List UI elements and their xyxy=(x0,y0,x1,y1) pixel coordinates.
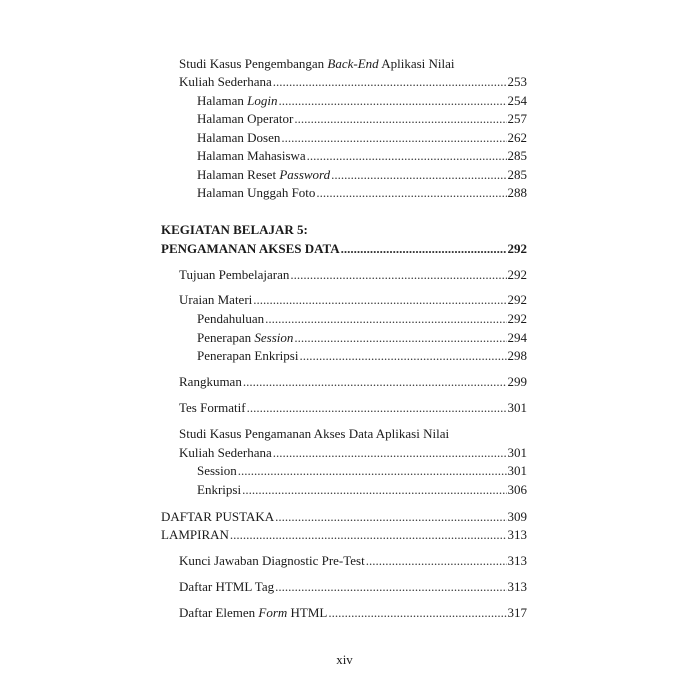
toc-entry-halaman-login[interactable] xyxy=(197,93,527,109)
toc-dot-leader xyxy=(341,241,507,257)
toc-entry-halaman-dosen[interactable] xyxy=(197,130,527,146)
toc-entry-halaman-reset-password[interactable] xyxy=(197,167,527,183)
toc-entry-label: Tes Formatif xyxy=(179,400,246,415)
toc-dot-leader xyxy=(290,267,506,283)
toc-entry-label: DAFTAR PUSTAKA xyxy=(161,509,275,524)
toc-entry-label: Penerapan Session xyxy=(197,330,294,345)
toc-entry-halaman-mahasiswa[interactable] xyxy=(197,148,527,164)
toc-entry-daftar-pustaka[interactable] xyxy=(161,509,527,525)
toc-entry-page: 288 xyxy=(507,185,527,200)
toc-dot-leader xyxy=(294,111,506,127)
toc-dot-leader xyxy=(294,330,506,346)
toc-entry-page: 292 xyxy=(507,292,527,307)
toc-entry-label: Halaman Login xyxy=(197,93,278,108)
toc-dot-leader xyxy=(328,605,506,621)
toc-entry-kegiatan-belajar-5[interactable] xyxy=(161,241,527,257)
toc-entry-label: Halaman Mahasiswa xyxy=(197,148,306,163)
toc-entry-rangkuman[interactable] xyxy=(179,374,527,390)
toc-entry-label: LAMPIRAN xyxy=(161,527,229,542)
toc-entry-daftar-html-tag[interactable] xyxy=(179,579,527,595)
toc-entry-page: 298 xyxy=(507,348,527,363)
toc-entry-page: 254 xyxy=(507,93,527,108)
toc-entry-label: Kunci Jawaban Diagnostic Pre-Test xyxy=(179,553,365,568)
toc-entry-page: 301 xyxy=(507,445,527,460)
toc-entry-page: 313 xyxy=(507,553,527,568)
toc-entry-label: Kuliah Sederhana xyxy=(179,445,272,460)
toc-dot-leader xyxy=(279,93,507,109)
toc-dot-leader xyxy=(281,130,506,146)
toc-entry-halaman-operator[interactable] xyxy=(197,111,527,127)
toc-entry-session[interactable] xyxy=(197,463,527,479)
toc-dot-leader xyxy=(316,185,506,201)
toc-entry-uraian-materi[interactable] xyxy=(179,292,527,308)
toc-text-italic: Back-End xyxy=(327,56,379,71)
toc-dot-leader xyxy=(238,463,507,479)
toc-entry-page: 253 xyxy=(507,74,527,89)
toc-entry-case-study-backend[interactable] xyxy=(179,74,527,90)
toc-entry-label: Uraian Materi xyxy=(179,292,253,307)
toc-entry-label: Tujuan Pembelajaran xyxy=(179,267,290,282)
toc-entry-page: 317 xyxy=(507,605,527,620)
toc-entry-page: 262 xyxy=(507,130,527,145)
toc-entry-page: 285 xyxy=(507,167,527,182)
toc-dot-leader xyxy=(230,527,507,543)
toc-entry-tes-formatif[interactable] xyxy=(179,400,527,416)
toc-entry-page: 301 xyxy=(507,400,527,415)
toc-entry-page: 301 xyxy=(507,463,527,478)
toc-entry-label: Daftar HTML Tag xyxy=(179,579,275,594)
toc-entry-label: Enkripsi xyxy=(197,482,242,497)
toc-dot-leader xyxy=(275,579,506,595)
toc-entry-penerapan-session[interactable] xyxy=(197,330,527,346)
toc-entry-page: 306 xyxy=(507,482,527,497)
toc-entry-case-study-security[interactable] xyxy=(179,445,527,461)
toc-entry-page: 292 xyxy=(507,311,527,326)
toc-entry-pendahuluan[interactable] xyxy=(197,311,527,327)
toc-entry-label: Session xyxy=(197,463,237,478)
toc-dot-leader xyxy=(265,311,506,327)
toc-entry-label: Halaman Reset Password xyxy=(197,167,331,182)
toc-entry-label: Kuliah Sederhana xyxy=(179,74,272,89)
toc-entry-page: 299 xyxy=(507,374,527,389)
toc-entry-page: 292 xyxy=(507,267,527,282)
toc-dot-leader xyxy=(247,400,507,416)
page-number: xiv xyxy=(336,652,353,667)
toc-entry-label: Halaman Dosen xyxy=(197,130,281,145)
toc-entry-page: 309 xyxy=(507,509,527,524)
toc-entry-label: Pendahuluan xyxy=(197,311,265,326)
toc-entry-page: 257 xyxy=(507,111,527,126)
toc-dot-leader xyxy=(242,482,506,498)
toc-text: Aplikasi Nilai xyxy=(378,56,455,71)
toc-entry-penerapan-enkripsi[interactable] xyxy=(197,348,527,364)
toc-entry-tujuan-pembelajaran[interactable] xyxy=(179,267,527,283)
toc-dot-leader xyxy=(275,509,506,525)
toc-dot-leader xyxy=(243,374,507,390)
toc-entry-page: 294 xyxy=(507,330,527,345)
toc-entry-label: Halaman Operator xyxy=(197,111,294,126)
toc-entry-page: 285 xyxy=(507,148,527,163)
toc-entry-label: Penerapan Enkripsi xyxy=(197,348,299,363)
toc-entry-daftar-elemen-form[interactable] xyxy=(179,605,527,621)
toc-chapter-heading: KEGIATAN BELAJAR 5: xyxy=(161,222,308,237)
toc-dot-leader xyxy=(366,553,507,569)
toc-entry-page: 292 xyxy=(507,241,527,256)
toc-case-study-security-title: Studi Kasus Pengamanan Akses Data Aplikasi Nilai xyxy=(179,426,450,441)
toc-dot-leader xyxy=(253,292,506,308)
toc-entry-label: Halaman Unggah Foto xyxy=(197,185,316,200)
toc-entry-label: Daftar Elemen Form HTML xyxy=(179,605,328,620)
toc-dot-leader xyxy=(273,445,507,461)
toc-dot-leader xyxy=(299,348,506,364)
toc-text: Studi Kasus Pengembangan xyxy=(179,56,328,71)
toc-dot-leader xyxy=(331,167,506,183)
toc-entry-page: 313 xyxy=(507,527,527,542)
toc-entry-page: 313 xyxy=(507,579,527,594)
toc-entry-enkripsi[interactable] xyxy=(197,482,527,498)
toc-dot-leader xyxy=(307,148,507,164)
toc-entry-label: PENGAMANAN AKSES DATA xyxy=(161,241,340,256)
toc-entry-label: Rangkuman xyxy=(179,374,242,389)
toc-entry-kunci-jawaban[interactable] xyxy=(179,553,527,569)
toc-dot-leader xyxy=(273,74,507,90)
toc-case-study-backend-title xyxy=(179,56,455,72)
toc-entry-halaman-unggah-foto[interactable] xyxy=(197,185,527,201)
toc-entry-lampiran[interactable] xyxy=(161,527,527,543)
